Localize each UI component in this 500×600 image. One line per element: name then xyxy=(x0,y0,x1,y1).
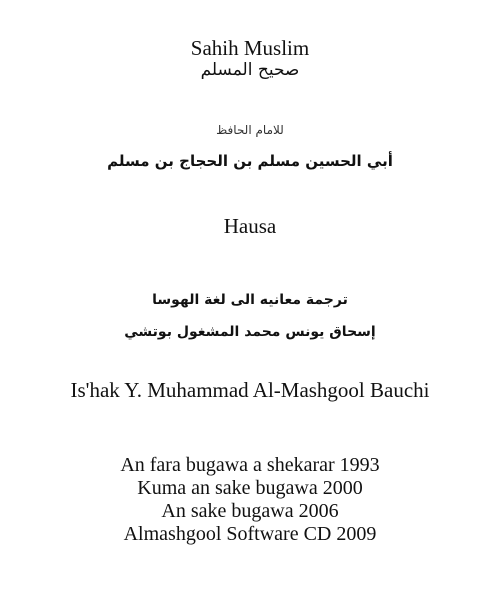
translation-language: Hausa xyxy=(223,214,277,238)
edition-line: Kuma an sake bugawa 2000 xyxy=(137,477,363,499)
translator-name-arabic: إسحاق يونس محمد المشغول بوتشي xyxy=(124,324,376,340)
edition-line: Almashgool Software CD 2009 xyxy=(123,523,377,545)
translator-name-english: Is'hak Y. Muhammad Al-Mashgool Bauchi xyxy=(70,378,430,402)
book-title-arabic: صحيح المسلم xyxy=(200,60,300,80)
translation-description-arabic: ترجمة معانيه الى لغة الهوسا xyxy=(152,292,348,308)
author-label-arabic: للامام الحافظ xyxy=(216,123,284,137)
edition-history xyxy=(0,454,500,546)
edition-line: An fara bugawa a shekarar 1993 xyxy=(120,454,380,476)
author-name-arabic: أبي الحسين مسلم بن الحجاج بن مسلم xyxy=(107,152,393,170)
edition-line: An sake bugawa 2006 xyxy=(161,500,339,522)
book-title-english: Sahih Muslim xyxy=(190,36,310,60)
